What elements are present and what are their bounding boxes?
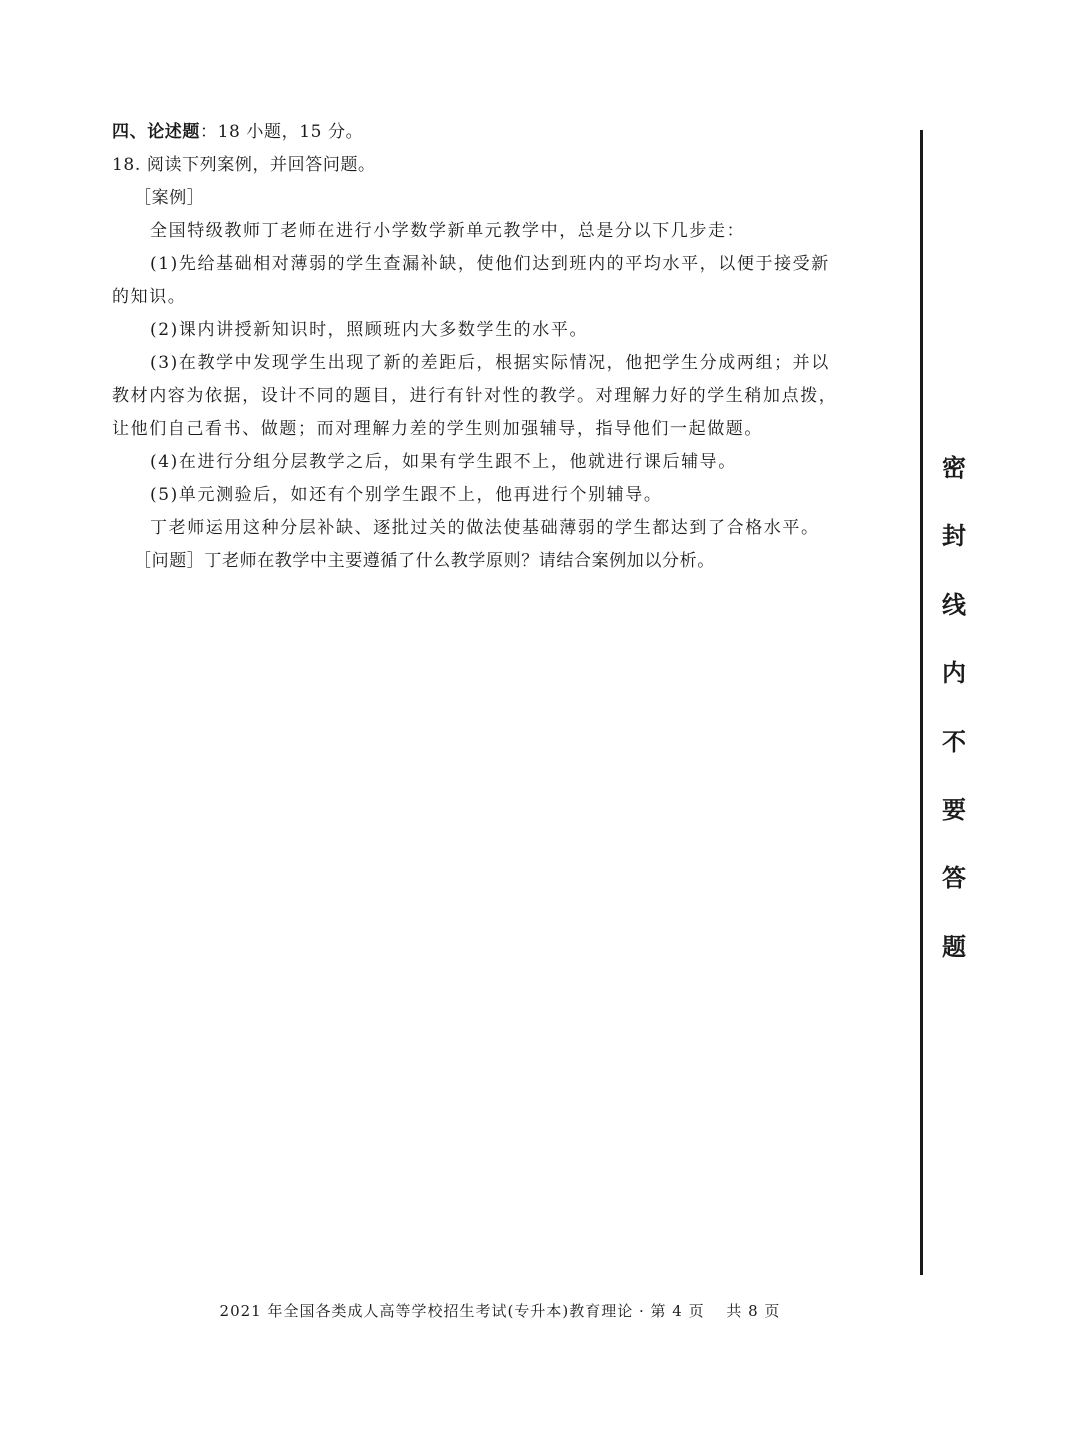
case-line: 全国特级教师丁老师在进行小学数学新单元教学中，总是分以下几步走： [150,221,746,241]
seal-char: 内 [942,659,966,688]
section-title: 四、论述题 [112,122,200,142]
case-line: (4)在进行分组分层教学之后，如果有学生跟不上，他就进行课后辅导。 [150,452,737,472]
seal-char: 题 [942,932,966,961]
seal-line [920,130,923,1275]
seal-notice [934,448,974,995]
case-line: (1)先给基础相对薄弱的学生查漏补缺，使他们达到班内的平均水平，以便于接受新 [150,254,830,274]
seal-char: 要 [942,795,966,824]
case-line: 丁老师运用这种分层补缺、逐批过关的做法使基础薄弱的学生都达到了合格水平。 [150,518,820,538]
case-line: 的知识。 [112,287,187,307]
question-prompt: ［问题］丁老师在教学中主要遵循了什么教学原则？请结合案例加以分析。 [134,551,715,571]
section-detail: ：18 小题，15 分。 [200,122,364,142]
case-line: (5)单元测验后，如还有个别学生跟不上，他再进行个别辅导。 [150,485,663,505]
seal-char: 密 [942,454,966,482]
question-stem: 18. 阅读下列案例，并回答问题。 [112,155,376,175]
case-line: (3)在教学中发现学生出现了新的差距后，根据实际情况，他把学生分成两组；并以 [150,353,830,373]
seal-char: 答 [942,864,966,893]
case-line: (2)课内讲授新知识时，照顾班内大多数学生的水平。 [150,320,589,340]
exam-content [112,116,902,578]
page-footer: 2021 年全国各类成人高等学校招生考试(专升本)教育理论 · 第 4 页 共 8 页 [219,1302,781,1320]
section-heading [112,116,902,149]
seal-char: 线 [942,590,966,619]
case-line: 教材内容为依据，设计不同的题目，进行有针对性的教学。对理解力好的学生稍加点拨， [112,386,838,406]
seal-char: 不 [942,727,966,756]
case-line: 让他们自己看书、做题；而对理解力差的学生则加强辅导，指导他们一起做题。 [112,419,763,439]
case-label: ［案例］ [134,188,205,208]
seal-char: 封 [942,522,966,551]
